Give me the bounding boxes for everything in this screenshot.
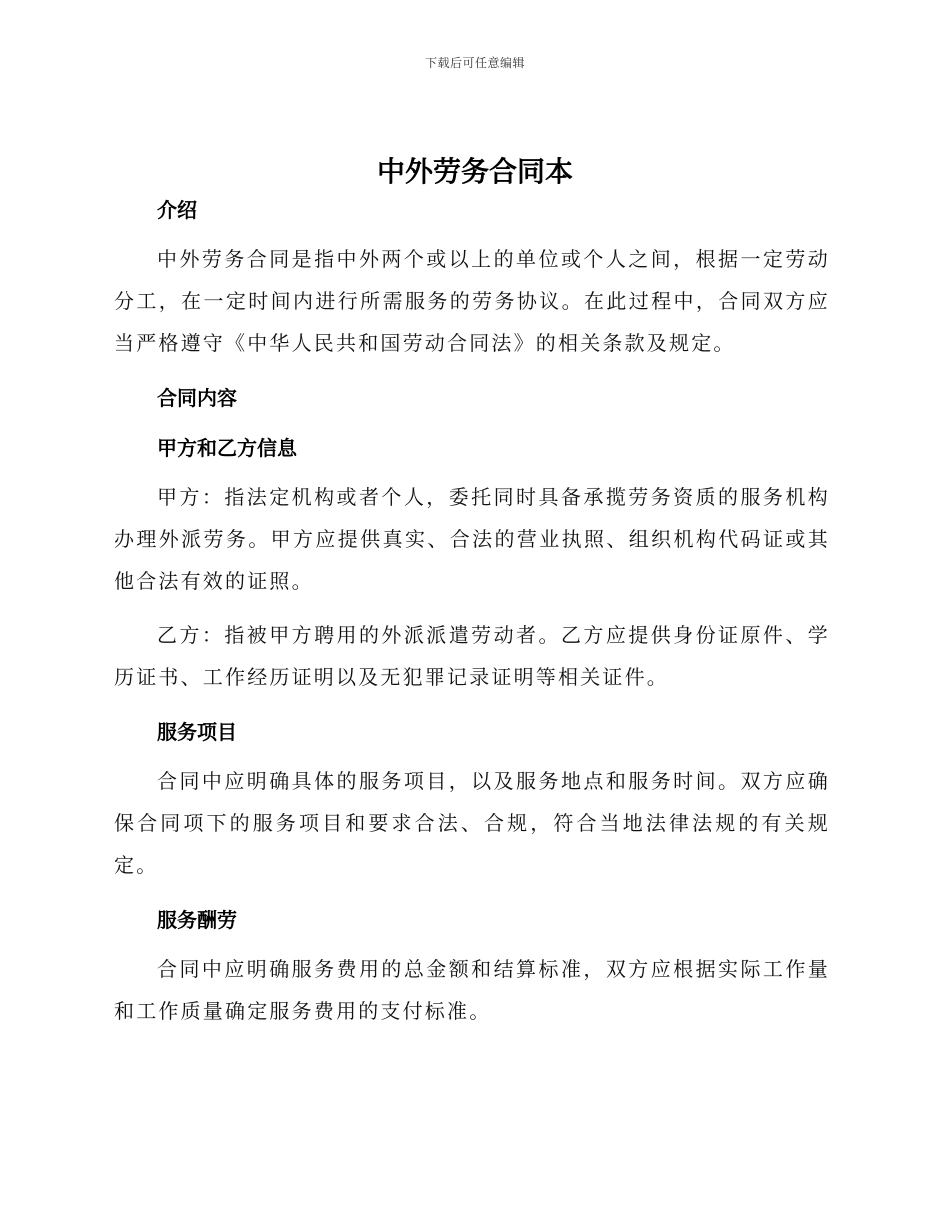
section-heading-intro: 介绍 <box>157 198 197 222</box>
header-note: 下载后可任意编辑 <box>424 56 525 70</box>
section-heading-contract-content: 合同内容 <box>157 386 237 410</box>
paragraph-party-a: 甲方：指法定机构或者个人，委托同时具备承揽劳务资质的服务机构办理外派劳务。甲方应提供真实、合法的营业执照、组织机构代码证或其他合法有效的证照。 <box>114 485 830 593</box>
paragraph-party-b: 乙方：指被甲方聘用的外派派遣劳动者。乙方应提供身份证原件、学历证书、工作经历证明以及无犯罪记录证明等相关证件。 <box>114 623 830 689</box>
section-heading-parties: 甲方和乙方信息 <box>157 436 297 460</box>
section-heading-service-pay: 服务酬劳 <box>157 908 237 932</box>
document-title: 中外劳务合同本 <box>376 155 573 188</box>
document-body <box>114 194 830 1032</box>
paragraph-service-pay: 合同中应明确服务费用的总金额和结算标准，双方应根据实际工作量和工作质量确定服务费用的支付标准。 <box>114 957 830 1023</box>
paragraph-service-items: 合同中应明确具体的服务项目，以及服务地点和服务时间。双方应确保合同项下的服务项目和要求合法、合规，符合当地法律法规的有关规定。 <box>114 769 830 877</box>
paragraph-intro: 中外劳务合同是指中外两个或以上的单位或个人之间，根据一定劳动分工，在一定时间内进行所需服务的劳务协议。在此过程中，合同双方应当严格遵守《中华人民共和国劳动合同法》的相关条款及规定。 <box>114 247 830 355</box>
section-heading-service-items: 服务项目 <box>157 720 237 744</box>
